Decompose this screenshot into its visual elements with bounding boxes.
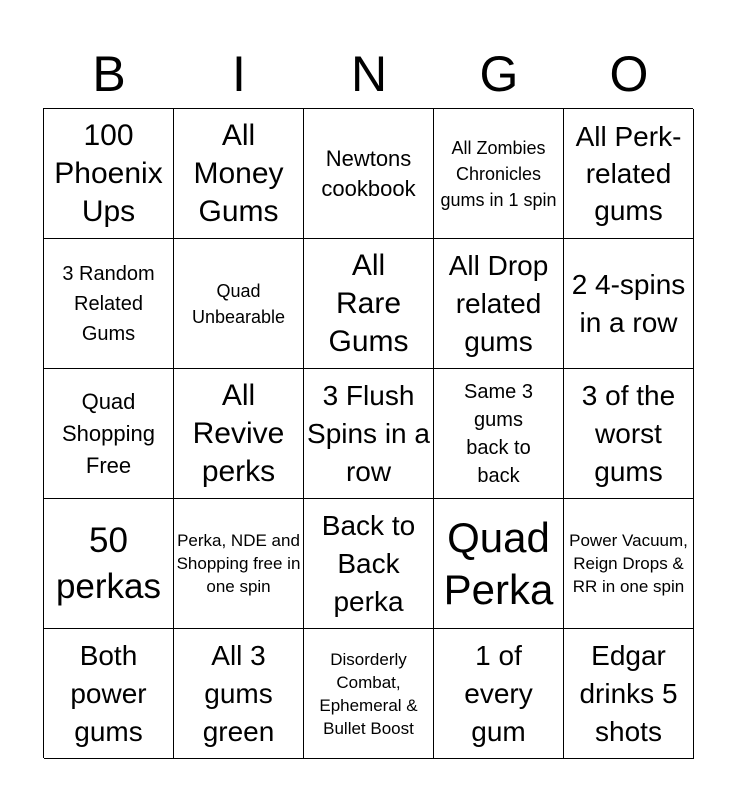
bingo-cell[interactable]	[434, 499, 564, 629]
bingo-cell[interactable]	[44, 629, 174, 759]
cell-text: Quad Perka	[443, 513, 554, 613]
bingo-cell[interactable]	[564, 109, 694, 239]
bingo-cell[interactable]	[434, 239, 564, 369]
header-letter-i: I	[232, 46, 246, 102]
bingo-cell[interactable]	[44, 369, 174, 499]
bingo-cell[interactable]	[174, 239, 304, 369]
cell-text: Quad Shopping Free	[62, 388, 155, 478]
bingo-cell[interactable]	[304, 369, 434, 499]
bingo-cell[interactable]	[304, 499, 434, 629]
header-letter-b: B	[92, 46, 126, 102]
header-letter-n: N	[350, 46, 388, 102]
cell-text: All Zombies Chronicles gums in 1 spin	[440, 137, 557, 210]
cell-text: All 3 gums green	[202, 639, 275, 747]
bingo-cell[interactable]	[434, 629, 564, 759]
bingo-cell[interactable]	[44, 109, 174, 239]
bingo-cell[interactable]	[174, 629, 304, 759]
bingo-header	[44, 44, 694, 104]
cell-text: 3 of the worst gums	[581, 379, 676, 487]
cell-text: Edgar drinks 5 shots	[579, 639, 678, 747]
cell-text: 1 of every gum	[464, 639, 533, 747]
cell-text: All Money Gums	[193, 118, 284, 228]
header-letter-g: G	[479, 46, 519, 102]
cell-text: All Perk-related gums	[575, 121, 682, 226]
cell-text: Perka, NDE and Shopping free in one spin	[176, 531, 301, 596]
cell-text: 3 Random Related Gums	[62, 262, 155, 345]
cell-text: All Revive perks	[192, 378, 285, 488]
cell-text: All Drop related gums	[448, 249, 549, 357]
cell-text: 2 4-spins in a row	[571, 268, 686, 338]
cell-text: Quad Unbearable	[191, 280, 286, 327]
cell-text: 50 perkas	[55, 520, 162, 606]
header-letter-o: O	[609, 46, 649, 102]
bingo-cell[interactable]	[174, 109, 304, 239]
cell-text: Disorderly Combat, Ephemeral & Bullet Boost	[319, 649, 418, 738]
bingo-cell[interactable]	[44, 499, 174, 629]
cell-text: All Rare Gums	[328, 248, 409, 358]
bingo-cell[interactable]	[564, 499, 694, 629]
cell-text: 3 Flush Spins in a row	[307, 379, 430, 487]
bingo-card	[43, 108, 693, 758]
cell-text: 100 Phoenix Ups	[54, 118, 163, 228]
bingo-cell[interactable]	[564, 369, 694, 499]
bingo-cell[interactable]	[434, 109, 564, 239]
cell-text: Back to Back perka	[321, 509, 416, 617]
bingo-cell[interactable]	[304, 629, 434, 759]
bingo-cell[interactable]	[174, 499, 304, 629]
bingo-cell[interactable]	[174, 369, 304, 499]
cell-text: Newtons cookbook	[321, 145, 416, 201]
bingo-cell[interactable]	[304, 109, 434, 239]
bingo-cell[interactable]	[304, 239, 434, 369]
cell-text: Power Vacuum, Reign Drops & RR in one spin	[569, 531, 688, 596]
bingo-cell[interactable]	[434, 369, 564, 499]
bingo-cell[interactable]	[564, 629, 694, 759]
cell-text: Both power gums	[70, 639, 147, 747]
cell-text: Same 3 gums back to back	[464, 380, 533, 487]
bingo-cell[interactable]	[44, 239, 174, 369]
bingo-cell[interactable]	[564, 239, 694, 369]
